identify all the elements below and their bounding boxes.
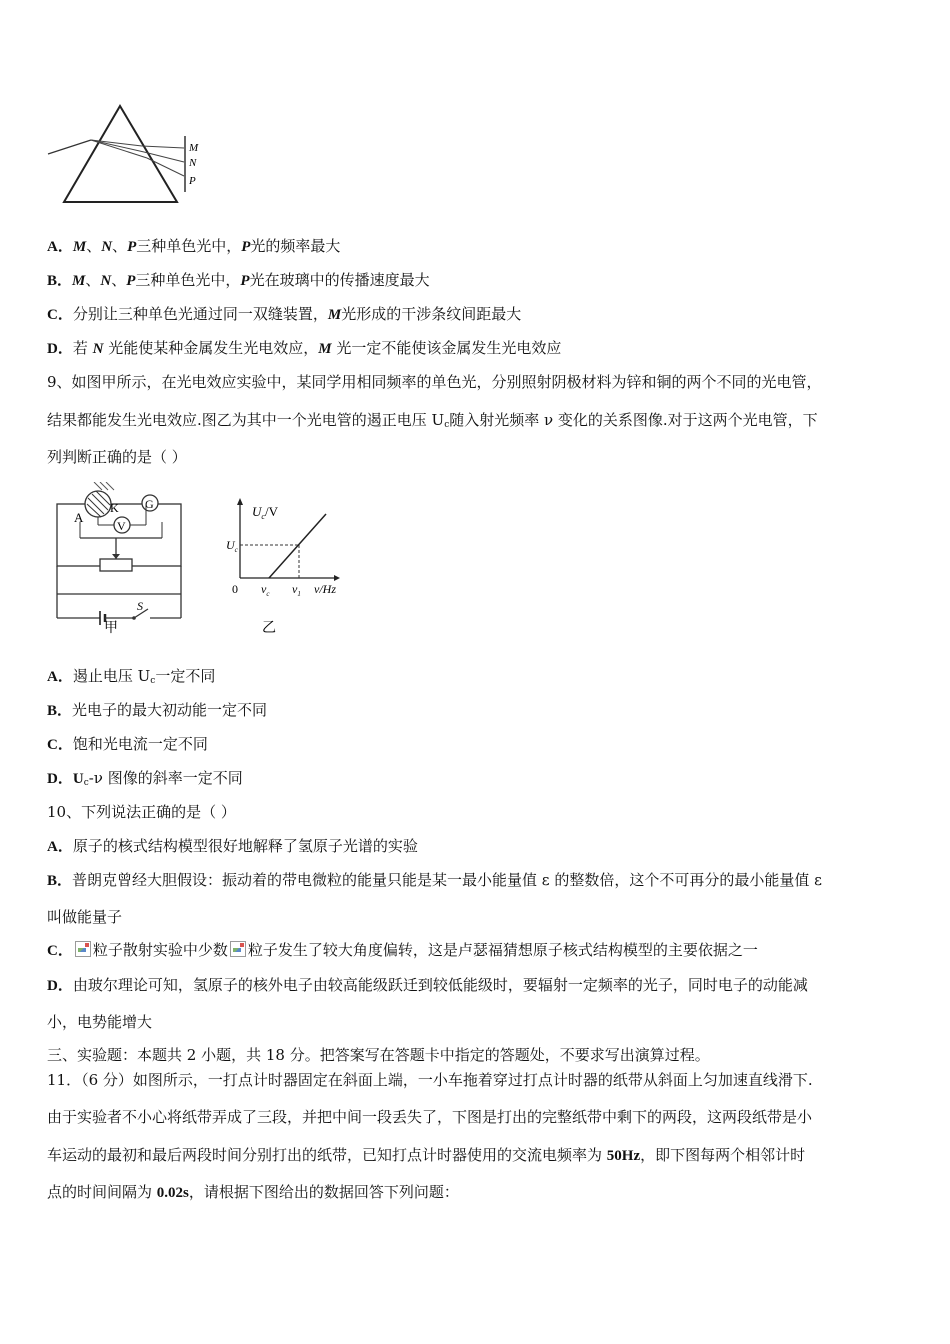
circuit-label-s: S: [137, 599, 143, 613]
q10-option-c: C． 粒子散射实验中少数 粒子发生了较大角度偏转，这是卢瑟福猜想原子核式结构模型的主要依据之一: [47, 941, 758, 959]
graph-y-axis-label: $U_c/V$: [252, 504, 278, 521]
q11-line-2: 由于实验者不小心将纸带弄成了三段，并把中间一段丢失了，下图是打出的完整纸带中剩下的两段，这两段纸带是小: [47, 1108, 813, 1126]
q10-option-b-line-2: 叫做能量子: [47, 908, 123, 926]
prism-figure: [44, 100, 214, 212]
graph-uc-label: $U_c$: [226, 538, 238, 554]
graph-origin-label: 0: [232, 582, 238, 596]
uc-nu-graph-yi: [214, 492, 359, 640]
alpha-image-icon: [230, 941, 246, 957]
q10-option-d-line-2: 小，电势能增大: [47, 1013, 153, 1031]
q9-option-b: B．光电子的最大初动能一定不同: [47, 701, 268, 719]
q9-stem-line-3: 列判断正确的是（ ）: [47, 448, 187, 466]
circuit-label-g: G: [145, 497, 154, 511]
figure-jia-caption: 甲: [104, 621, 118, 636]
prism-label-m: M: [189, 142, 199, 154]
q11-line-4: 点的时间间隔为 0.02s，请根据下图给出的数据回答下列问题：: [47, 1183, 459, 1201]
q8-option-b: B．M、N、P三种单色光中，P光在玻璃中的传播速度最大: [47, 271, 430, 289]
circuit-label-a: A: [74, 510, 84, 525]
q8-option-d: D．若 N 光能使某种金属发生光电效应，M 光一定不能使该金属发生光电效应: [47, 339, 562, 357]
circuit-figure-jia: [52, 482, 192, 637]
q10-option-a: A．原子的核式结构模型很好地解释了氢原子光谱的实验: [47, 837, 418, 855]
q11-line-1: 11．（6 分）如图所示，一打点计时器固定在斜面上端，一小车拖着穿过打点计时器的纸带从斜面上匀加速直线滑下.: [47, 1071, 813, 1089]
q11-line-3: 车运动的最初和最后两段时间分别打出的纸带，已知打点计时器使用的交流电频率为 50Hz，即下图每两个相邻计时: [47, 1146, 806, 1164]
section-3-heading: 三、实验题：本题共 2 小题，共 18 分。把答案写在答题卡中指定的答题处，不要求写出演算过程。: [47, 1046, 710, 1064]
graph-x-axis-label: ν/Hz: [314, 582, 336, 596]
prism-label-n: N: [189, 157, 197, 169]
q9-stem-line-1: 9、如图甲所示，在光电效应实验中，某同学用相同频率的单色光，分别照射阴极材料为锌和铜的两个不同的光电管，: [47, 373, 822, 391]
figure-yi-caption: 乙: [262, 621, 276, 636]
q10-option-d-line-1: D．由玻尔理论可知，氢原子的核外电子由较高能级跃迁到较低能级时，要辐射一定频率的光子，同时电子的动能减: [47, 976, 808, 994]
circuit-label-v: V: [117, 519, 126, 533]
circuit-label-k: K: [110, 501, 119, 515]
graph-nu-1-label: $\nu_1$: [292, 582, 301, 598]
q9-option-d: D．$U_c-\nu$ 图像的斜率一定不同: [47, 769, 243, 788]
q8-option-c: C．分别让三种单色光通过同一双缝装置，M光形成的干涉条纹间距最大: [47, 305, 522, 323]
q9-option-a: A．遏止电压 $U_c$一定不同: [47, 667, 216, 686]
prism-label-p: P: [189, 175, 196, 187]
q10-stem: 10、下列说法正确的是（ ）: [47, 803, 236, 821]
q9-stem-line-2: 结果都能发生光电效应.图乙为其中一个光电管的遏正电压 $U_c$随入射光频率 ν 变化的关系图像.对于这两个光电管，下: [47, 411, 818, 430]
q8-option-a: A．M、N、P三种单色光中，P光的频率最大: [47, 237, 341, 255]
alpha-image-icon: [75, 941, 91, 957]
q10-option-b-line-1: B．普朗克曾经大胆假设：振动着的带电微粒的能量只能是某一最小能量值 ε 的整数倍，这个不可再分的最小能量值 ε: [47, 871, 822, 889]
graph-nu-c-label: $\nu_c$: [261, 582, 270, 598]
q9-option-c: C．饱和光电流一定不同: [47, 735, 208, 753]
